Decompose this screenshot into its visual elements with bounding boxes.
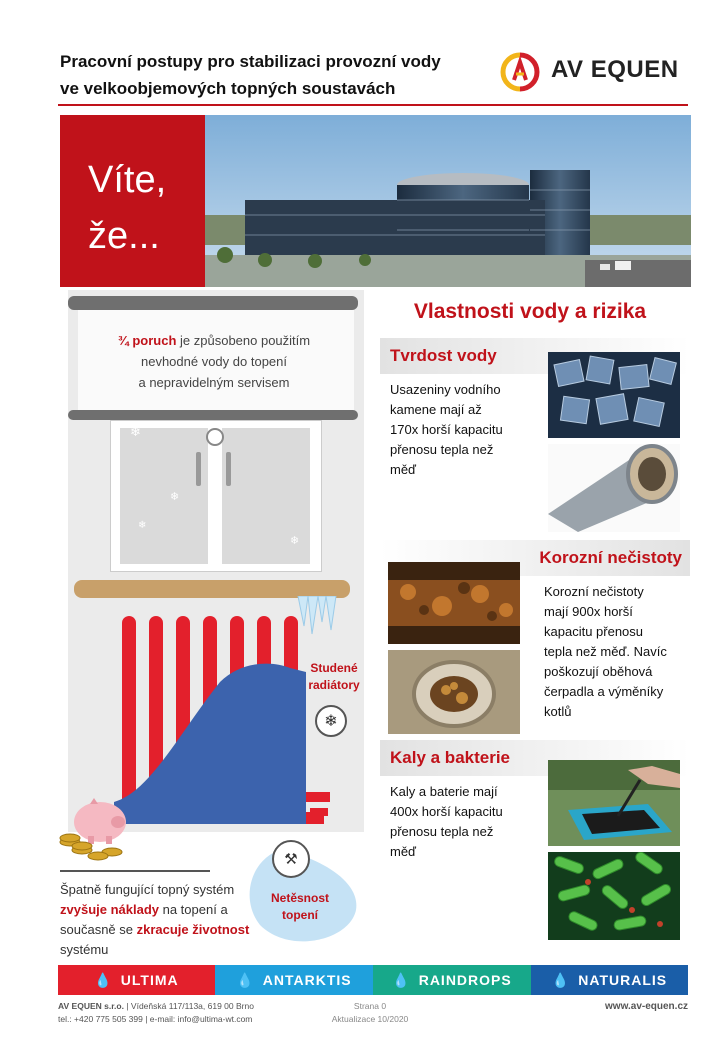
snowflake-gauge-icon: ❄: [315, 705, 347, 737]
footer-page-info: [320, 1000, 420, 1026]
corroded-fitting-photo: [388, 650, 520, 734]
vite-text: [88, 152, 166, 264]
properties-heading: Vlastnosti vody a rizika: [413, 300, 647, 323]
cold-radiators-label: [302, 660, 366, 694]
bottom-text-part-1: Špatně fungující topný systém: [60, 882, 235, 897]
quote-line-2: nevhodné vody do topení: [140, 354, 287, 369]
window-pane-left: [120, 428, 208, 564]
corroded-pipe-photo: [388, 562, 520, 644]
window-handle-right: [226, 452, 231, 486]
section-desc-sludge: [390, 782, 540, 862]
snowflake-icon: ❄: [170, 491, 180, 503]
title-line-2: ve velkoobjemových topných soustavách: [60, 79, 396, 98]
brand-label: NATURALIS: [578, 972, 668, 988]
desc-line: poškozují oběhová: [544, 664, 653, 679]
quote-highlight: ¾ poruch: [117, 333, 177, 348]
desc-line: Kaly a baterie mají: [390, 784, 498, 799]
bottom-highlight-1: zvyšuje náklady: [60, 902, 159, 917]
piggy-bank-icon: [58, 796, 132, 862]
quote-rest: je způsobeno použitím: [176, 333, 311, 348]
desc-line: čerpadla a výměníky: [544, 684, 664, 699]
snowflake-icon: ❄: [290, 535, 300, 547]
pipe-leak-icon: ⚒: [272, 840, 310, 878]
footer-company: [58, 1000, 318, 1026]
cold-radiators-line-2: radiátory: [308, 678, 360, 692]
page-number: Strana 0: [353, 1001, 387, 1011]
brand-label: ANTARKTIS: [262, 972, 352, 988]
cold-radiators-line-1: Studené: [310, 661, 358, 675]
building-photo: [205, 115, 691, 287]
brand-ultima[interactable]: [58, 965, 215, 995]
desc-line: přenosu tepla než: [390, 824, 494, 839]
bottom-divider: [60, 870, 210, 872]
desc-line: měď: [390, 462, 417, 477]
bacteria-photo: [548, 852, 680, 940]
brand-label: RAINDROPS: [418, 972, 512, 988]
desc-line: 170x horší kapacitu: [390, 422, 503, 437]
desc-line: Korozní nečistoty: [544, 584, 644, 599]
section-label-hardness: Tvrdost vody: [390, 346, 497, 365]
brand-label: ULTIMA: [120, 972, 179, 988]
bottom-highlight-2: zkracuje životnost: [136, 922, 250, 937]
quote-text: [80, 330, 348, 393]
leak-line-2: topení: [282, 908, 318, 922]
desc-line: 400x horší kapacitu: [390, 804, 503, 819]
section-desc-corrosion: [544, 582, 694, 722]
title-line-1: Pracovní postupy pro stabilizaci provozní vody: [60, 52, 441, 71]
company-name: AV EQUEN s.r.o.: [58, 1001, 124, 1011]
window-lock-icon: [206, 428, 224, 446]
snowflake-icon: ❄: [138, 520, 147, 531]
water-drop-icon: 💧: [392, 971, 411, 988]
header-divider: [58, 104, 688, 106]
brand-raindrops[interactable]: [373, 965, 531, 995]
company-address: | Vídeňská 117/113a, 619 00 Brno: [123, 1001, 254, 1011]
brand-antarktis[interactable]: [215, 965, 373, 995]
brand-naturalis[interactable]: [531, 965, 688, 995]
company-contact: tel.: +420 775 505 399 | e-mail: info@ultima-wt.com: [58, 1014, 253, 1024]
scaled-pipe-photo: [548, 444, 680, 532]
desc-line: Usazeniny vodního: [390, 382, 501, 397]
bottom-text-part-2: na topení a současně se: [60, 902, 228, 937]
window-handle-left: [196, 452, 201, 486]
quote-line-3: a nepravidelným servisem: [138, 375, 290, 390]
av-equen-logo-icon: [500, 52, 540, 92]
footer-web-link[interactable]: www.av-equen.cz: [605, 1001, 688, 1012]
bottom-text: [60, 880, 260, 960]
radiator: [110, 612, 340, 842]
update-date: Aktualizace 10/2020: [331, 1014, 409, 1024]
desc-line: mají 900x horší: [544, 604, 633, 619]
curtain-rod-bottom: [68, 410, 358, 420]
curtain-rod-top: [68, 296, 358, 310]
desc-line: tepla než měď. Navíc: [544, 644, 667, 659]
desc-line: kamene mají až: [390, 402, 482, 417]
leak-line-1: Netěsnost: [270, 891, 329, 905]
desc-line: měď: [390, 844, 417, 859]
limescale-crystals-photo: [548, 352, 680, 438]
desc-line: kotlů: [544, 704, 572, 719]
snowflake-icon: ❄: [130, 424, 141, 439]
desc-line: přenosu tepla než: [390, 442, 494, 457]
logo-text: AV EQUEN: [551, 56, 679, 83]
vite-line-2: že...: [88, 215, 160, 257]
bottom-text-part-3: systému: [60, 942, 109, 957]
section-label-corrosion: Korozní nečistoty: [539, 548, 682, 567]
desc-line: kapacitu přenosu: [544, 624, 644, 639]
water-drop-icon: 💧: [94, 971, 113, 988]
section-desc-hardness: [390, 380, 540, 480]
vite-line-1: Víte,: [88, 159, 167, 201]
sludge-tray-photo: [548, 760, 680, 846]
page-title: [60, 48, 500, 102]
water-drop-icon: 💧: [236, 971, 255, 988]
leak-label: [262, 890, 338, 924]
section-label-sludge: Kaly a bakterie: [390, 748, 511, 767]
water-drop-icon: 💧: [551, 971, 571, 988]
